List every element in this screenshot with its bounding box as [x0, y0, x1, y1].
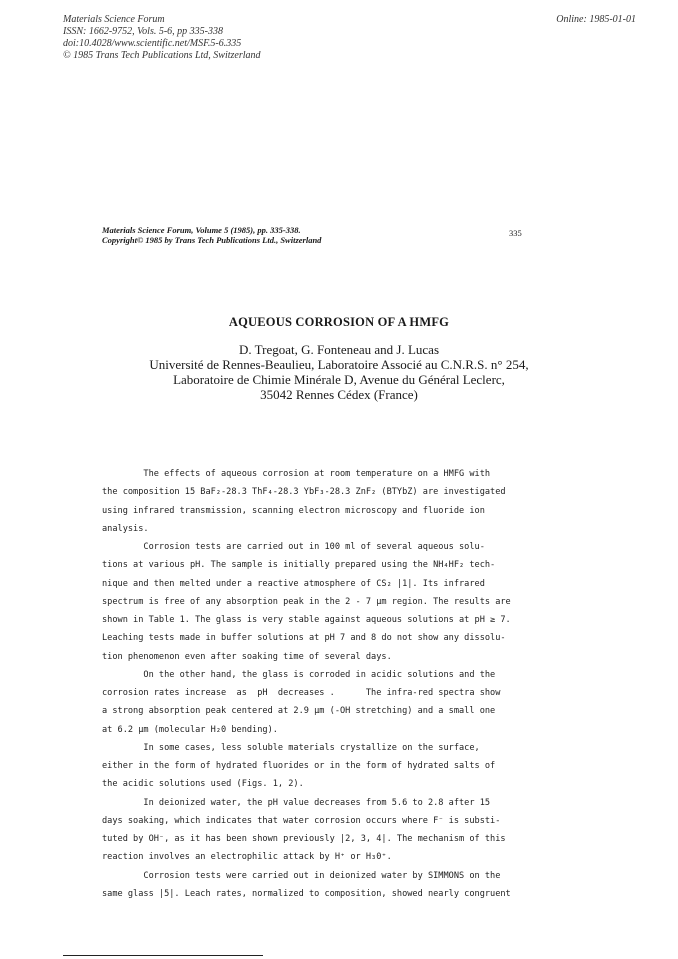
meta-line: Materials Science Forum [63, 14, 165, 25]
body-line: corrosion rates increase as pH decreases . The infra-red spectra show [102, 688, 501, 698]
body-line: reaction involves an electrophilic attack by H⁺ or H₃0⁺. [102, 852, 392, 863]
body-line: a strong absorption peak centered at 2.9 µm (-OH stretching) and a small one [102, 706, 496, 717]
body-line: days soaking, which indicates that water corrosion occurs where F⁻ is substi- [102, 815, 501, 826]
meta-line: © 1985 Trans Tech Publications Ltd, Switzerland [63, 50, 261, 61]
meta-line: doi:10.4028/www.scientific.net/MSF.5-6.335 [63, 38, 242, 49]
publication-metadata [63, 14, 261, 62]
paper-title: AQUEOUS CORROSION OF A HMFG [228, 315, 450, 329]
body-line: nique and then melted under a reactive atmosphere of CS₂ |1|. Its infrared [102, 578, 485, 589]
body-line: On the other hand, the glass is corroded in acidic solutions and the [102, 669, 496, 680]
body-line: the acidic solutions used (Figs. 1, 2). [102, 779, 304, 790]
journal-citation [102, 225, 321, 245]
body-line: same glass |5|. Leach rates, normalized to composition, showed nearly congruent [102, 888, 511, 899]
journal-line: Materials Science Forum, Volume 5 (1985), pp. 335-338. [102, 225, 301, 235]
body-line: tuted by OH⁻, as it has been shown previously |2, 3, 4|. The mechanism of this [102, 834, 506, 844]
body-line: Corrosion tests are carried out in 100 ml of several aqueous solu- [102, 542, 485, 552]
body-text [102, 465, 537, 903]
body-line: tion phenomenon even after soaking time of several days. [102, 651, 392, 662]
body-line: spectrum is free of any absorption peak in the 2 - 7 µm region. The results are [102, 596, 511, 607]
online-date: Online: 1985-01-01 [556, 14, 636, 25]
body-line: Leaching tests made in buffer solutions at pH 7 and 8 do not show any dissolu- [102, 633, 506, 644]
body-line: In some cases, less soluble materials crystallize on the surface, [102, 742, 480, 753]
body-line: In deionized water, the pH value decreases from 5.6 to 2.8 after 15 [102, 797, 491, 808]
page-number: 335 [509, 228, 522, 238]
body-line: analysis. [102, 523, 149, 534]
affiliation-line: 35042 Rennes Cédex (France) [260, 387, 418, 402]
copyright-line: Copyright© 1985 by Trans Tech Publications Ltd., Switzerland [102, 235, 322, 245]
body-line: at 6.2 µm (molecular H₂0 bending). [102, 724, 278, 735]
body-line: tions at various pH. The sample is initially prepared using the NH₄HF₂ tech- [102, 560, 496, 571]
affiliation-line: Laboratoire de Chimie Minérale D, Avenue du Général Leclerc, [173, 372, 505, 387]
body-line: the composition 15 BaF₂-28.3 ThF₄-28.3 YbF₃-28.3 ZnF₂ (BTYbZ) are investigated [102, 487, 506, 498]
body-line: either in the form of hydrated fluorides or in the form of hydrated salts of [102, 761, 496, 771]
affiliation-line: Université de Rennes-Beaulieu, Laboratoire Associé au C.N.R.S. n° 254, [149, 357, 529, 372]
body-line: using infrared transmission, scanning electron microscopy and fluoride ion [102, 505, 485, 516]
body-line: shown in Table 1. The glass is very stable against aqueous solutions at pH ≥ 7. [102, 615, 511, 625]
author-block [0, 342, 678, 402]
authors: D. Tregoat, G. Fonteneau and J. Lucas [238, 342, 440, 357]
body-line: Corrosion tests were carried out in deionized water by SIMMONS on the [102, 870, 501, 881]
footer-rule [63, 955, 263, 956]
meta-line: ISSN: 1662-9752, Vols. 5-6, pp 335-338 [63, 26, 223, 37]
body-line: The effects of aqueous corrosion at room temperature on a HMFG with [102, 469, 491, 479]
